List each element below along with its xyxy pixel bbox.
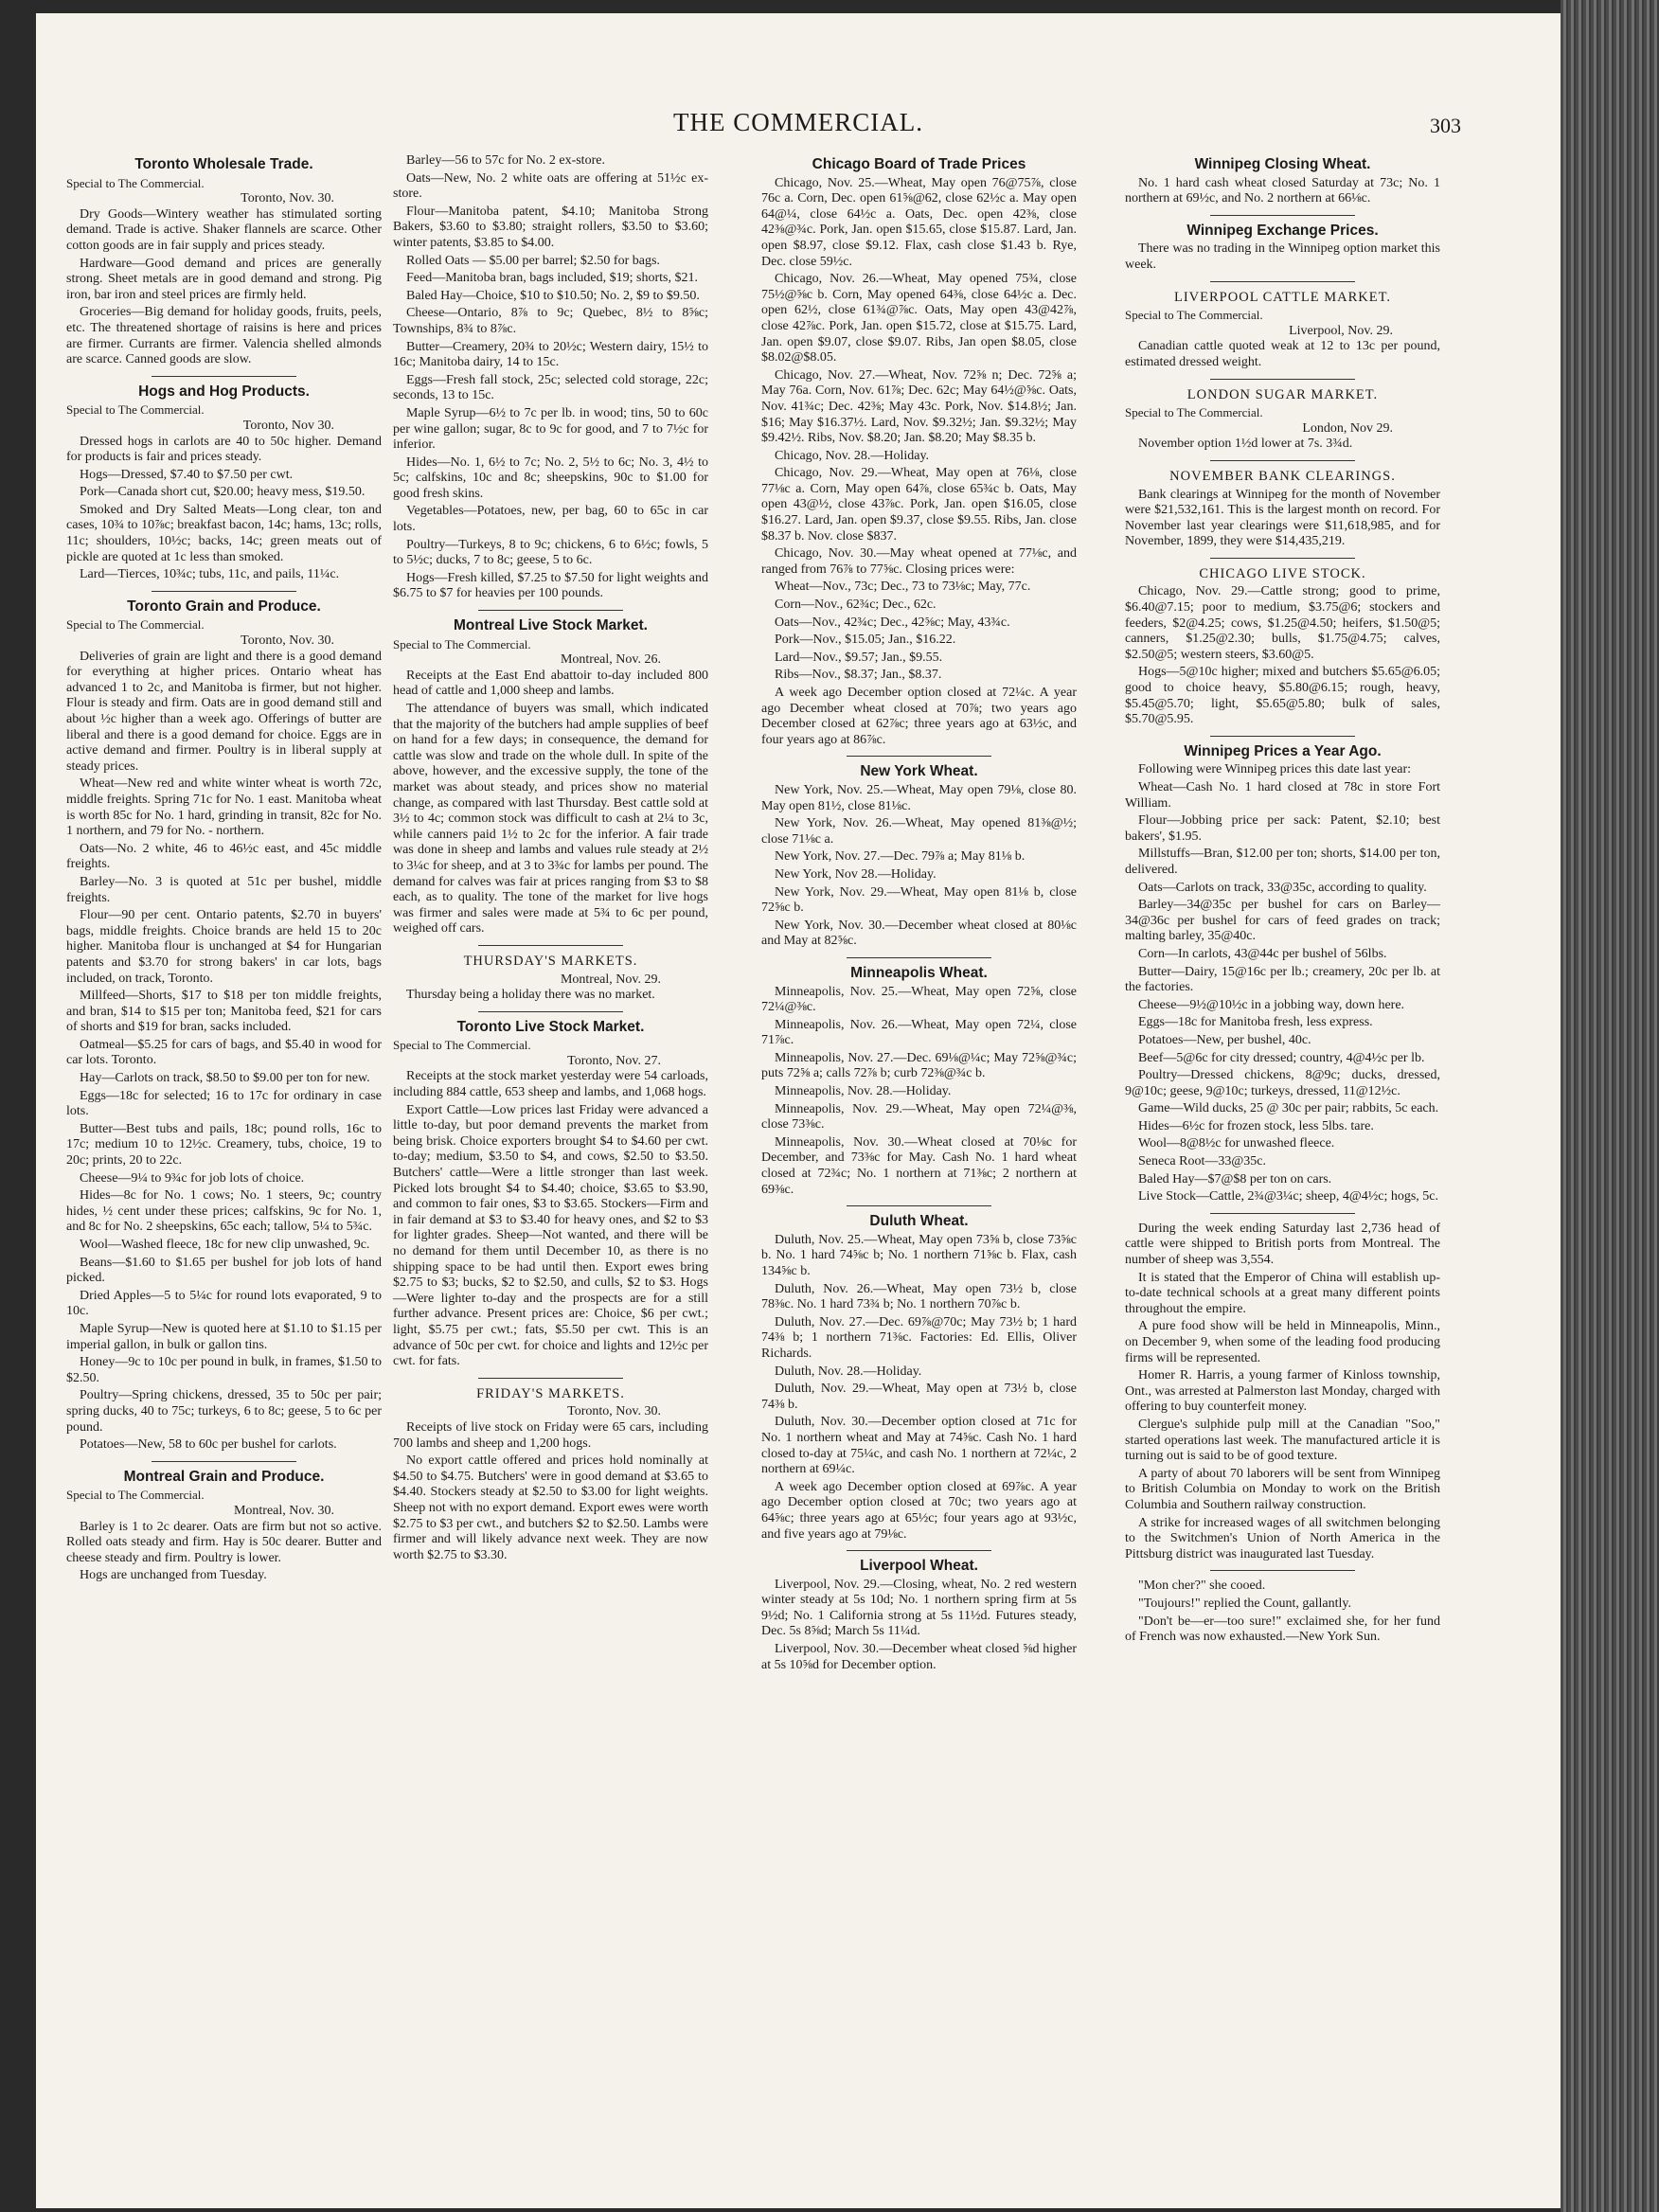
article-dateline: Toronto, Nov. 30. <box>241 633 334 649</box>
article-paragraph: New York, Nov. 29.—Wheat, May open 81⅛ b, close 72⅝c b. <box>761 884 1077 916</box>
article-title: Duluth Wheat. <box>869 1213 969 1230</box>
article <box>393 954 708 1004</box>
article-paragraph: Chicago, Nov. 29.—Wheat, May open at 76⅛, close 77⅛c a. Corn, May open 64⅞, close 65¾c b. Oats, May open 43@½, close 43⅞c. Pork, Jan. open $16.05, close $16.27. Lard, Jan. open $9.37, close $9.55. Ribs, Jan. close $8.37 b. Nov. close $837. <box>761 466 1077 544</box>
article-paragraph: Corn—In carlots, 43@44c per bushel of 56lbs. <box>1138 946 1387 961</box>
article <box>761 966 1077 1198</box>
book-binding-edge <box>1561 0 1659 2212</box>
article-byline: Special to The Commercial. <box>393 636 531 651</box>
article <box>1125 744 1440 1205</box>
article-paragraph: Game—Wild ducks, 25 @ 30c per pair; rabbits, 5c each. <box>1138 1101 1439 1116</box>
article-divider <box>478 945 623 946</box>
article <box>761 1559 1077 1673</box>
article-paragraph: New York, Nov 28.—Holiday. <box>775 866 937 882</box>
article-paragraph: A pure food show will be held in Minneapolis, Minn., on December 9, when some of the leading food producing firms will be represented. <box>1125 1319 1440 1365</box>
article <box>393 153 708 602</box>
article-paragraph: Canadian cattle quoted weak at 12 to 13c per pound, estimated dressed weight. <box>1125 339 1440 369</box>
article-title: Winnipeg Exchange Prices. <box>1186 222 1379 239</box>
article-paragraph: Thursday being a holiday there was no market. <box>406 988 655 1003</box>
article-divider <box>1210 558 1355 559</box>
article-paragraph: Hardware—Good demand and prices are generally strong. Sheet metals are in good demand and strong. Pig iron, bar iron and steel prices are firmly held. <box>66 256 382 302</box>
article-dateline: London, Nov 29. <box>1302 420 1393 436</box>
article-dateline: Toronto, Nov. 30. <box>241 191 334 206</box>
article-paragraph: Hay—Carlots on track, $8.50 to $9.00 per ton for new. <box>80 1071 370 1086</box>
article-title: Toronto Live Stock Market. <box>456 1018 645 1035</box>
article-paragraph: "Toujours!" replied the Count, gallantly. <box>1138 1596 1351 1611</box>
article-paragraph: Minneapolis, Nov. 25.—Wheat, May open 72⅝, close 72¼@⅜c. <box>761 984 1077 1015</box>
article-divider <box>1210 736 1355 737</box>
article-paragraph: Chicago, Nov. 30.—May wheat opened at 77⅛c, and ranged from 76⅞ to 77⅝c. Closing prices were: <box>761 546 1077 577</box>
article-title: Chicago Board of Trade Prices <box>812 156 1026 172</box>
article-paragraph: Receipts at the East End abattoir to-day included 800 head of cattle and 1,000 sheep and lambs. <box>393 668 708 699</box>
article-paragraph: New York, Nov. 27.—Dec. 79⅞ a; May 81⅛ b. <box>775 849 1026 865</box>
article-paragraph: Hogs—Dressed, $7.40 to $7.50 per cwt. <box>80 467 294 482</box>
article-dateline: Toronto, Nov. 30. <box>567 1404 661 1419</box>
article-paragraph: Millstuffs—Bran, $12.00 per ton; shorts, $14.00 per ton, delivered. <box>1125 847 1440 877</box>
article-paragraph: Rolled Oats — $5.00 per barrel; $2.50 for bags. <box>406 253 660 268</box>
article-divider <box>152 1461 296 1462</box>
article-paragraph: Potatoes—New, 58 to 60c per bushel for carlots. <box>80 1437 337 1453</box>
article-byline: Special to The Commercial. <box>66 1488 205 1503</box>
article-paragraph: Cheese—Ontario, 8⅞ to 9c; Quebec, 8½ to 8⅝c; Townships, 8¾ to 8⅞c. <box>393 306 708 336</box>
article-paragraph: Duluth, Nov. 30.—December option closed at 71c for No. 1 northern wheat and May at 74⅝c. Cash No. 1 hard closed to-day at 75¼c, and cash No. 1 northern at 72¼c, 2 northern at 69¼c. <box>761 1415 1077 1477</box>
article-paragraph: Oats—New, No. 2 white oats are offering at 51½c ex-store. <box>393 170 708 202</box>
article-paragraph: There was no trading in the Winnipeg option market this week. <box>1125 241 1440 272</box>
article-title: Minneapolis Wheat. <box>850 964 988 981</box>
article-paragraph: Live Stock—Cattle, 2¾@3¼c; sheep, 4@4½c; hogs, 5c. <box>1138 1189 1439 1204</box>
article-paragraph: A week ago December option closed at 69⅞c. A year ago December option closed at 70c; two years ago at 64⅝c; three years ago at 65½c; four years ago at 93½c, and five years ago at 79⅛c. <box>761 1479 1077 1542</box>
article-paragraph: Receipts at the stock market yesterday were 54 carloads, including 884 cattle, 653 sheep and lambs, and 1,068 hogs. <box>393 1069 708 1100</box>
article-paragraph: Eggs—18c for Manitoba fresh, less express. <box>1138 1015 1373 1030</box>
article <box>1125 1222 1440 1562</box>
article-paragraph: Poultry—Spring chickens, dressed, 35 to 50c per pair; spring ducks, 40 to 75c; turkeys, 6 to 8c; geese, 5 to 6c per pound. <box>66 1388 382 1435</box>
article-paragraph: Wheat—Cash No. 1 hard closed at 78c in store Fort William. <box>1125 780 1440 811</box>
article-paragraph: Duluth, Nov. 25.—Wheat, May open 73⅝ b, close 73⅝c b. No. 1 hard 74⅝c b; No. 1 northern 71⅝c b. Flax, cash 134⅝c b. <box>761 1232 1077 1278</box>
article-paragraph: Duluth, Nov. 27.—Dec. 69⅞@70c; May 73½ b; 1 hard 74⅜ b; 1 northern 71⅜c. Factories: Ed. Ellis, Oliver Richards. <box>761 1314 1077 1361</box>
page-header <box>36 108 1561 146</box>
article-paragraph: Export Cattle—Low prices last Friday were advanced a little to-day, but poor demand prevents the market from being brisk. Choice exporters brought $4 to $4.60 per cwt. to-day; medium, $3.50 to $4, and cows, $2.50 to $3.50. Butchers' cattle—Were a little stronger than last week. Picked lots brought $4 to $4.40; choice, $3.65 to $3.90, and common to fair ones, $3 to $3.65. Stockers—Firm and in fair demand at $3 to $3.40 for heavy ones, and $2 to $3 for lighter grades. Sheep—Not wanted, and there will be no demand for them until December 10, as there is no shipping space to be had until then. Export ewes bring $2.75 to $3; bucks, $2 to $2.50, and culls, $2 to $3. Hogs—Were lighter to-day and the prospects are for a still further advance. Present prices are: Choice, $6 per cwt.; light, $5.75 per cwt.; fats, $5.50 per cwt. This is an advance of 50c per cwt. for choice and lights and 12½c per cwt. for fats. <box>393 1102 708 1369</box>
article-paragraph: Corn—Nov., 62¾c; Dec., 62c. <box>775 598 937 613</box>
article-paragraph: No export cattle offered and prices hold nominally at $4.50 to $4.75. Butchers' were in good demand at $3.65 to $4.40. Stockers steady at $2.50 to $3.00 for light weights. Sheep not with no export demand. Export ewes were worth $2.75 to $3 per cwt., and butchers $2 to $2.50. Lambs were firmer and will likely advance next week. They are now worth $2.75 to $3.30. <box>393 1454 708 1562</box>
article-paragraph: Eggs—Fresh fall stock, 25c; selected cold storage, 22c; seconds, 13 to 15c. <box>393 372 708 403</box>
article-divider <box>847 756 991 757</box>
column-4 <box>1125 153 1440 1653</box>
article-paragraph: Butter—Best tubs and pails, 18c; pound rolls, 16c to 17c; medium 10 to 12½c. Creamery, tubs, choice, 19 to 20c; prints, 20 to 22c. <box>66 1121 382 1168</box>
column-1 <box>66 153 382 1592</box>
article-paragraph: Oatmeal—$5.25 for cars of bags, and $5.40 in wood for car lots. Toronto. <box>66 1037 382 1068</box>
masthead: THE COMMERCIAL. <box>673 108 923 136</box>
article-paragraph: A party of about 70 laborers will be sent from Winnipeg to British Columbia on Monday to work on the British Columbia and Southern railway construction. <box>1125 1466 1440 1512</box>
article-paragraph: Poultry—Turkeys, 8 to 9c; chickens, 6 to 6½c; fowls, 5 to 5½c; ducks, 7 to 8c; geese, 5 to 6c. <box>393 537 708 568</box>
article-paragraph: Flour—90 per cent. Ontario patents, $2.70 in buyers' bags, middle freights. Choice brands are held 15 to 20c higher. Manitoba flour is unchanged at $4 for Hungarian patents and $3.70 for strong bakers' in car lots, bags included, on track, Toronto. <box>66 908 382 986</box>
article-title: THURSDAY'S MARKETS. <box>463 953 638 969</box>
article <box>1125 157 1440 207</box>
column-3 <box>761 153 1077 1681</box>
article-paragraph: New York, Nov. 26.—Wheat, May opened 81⅜@½; close 71⅛c a. <box>761 816 1077 847</box>
article-paragraph: Wheat—New red and white winter wheat is worth 72c, middle freights. Spring 71c for No. 1 east. Manitoba wheat is worth 85c for No. 1 hard, grinding in transit, 82c for No. 1 northern, and 79 for No. - northern. <box>66 776 382 839</box>
article-title: New York Wheat. <box>860 763 978 780</box>
article-paragraph: Butter—Dairy, 15@16c per lb.; creamery, 20c per lb. at the factories. <box>1125 964 1440 995</box>
article <box>1125 290 1440 371</box>
article-paragraph: Receipts of live stock on Friday were 65 cars, including 700 lambs and sheep and 1,200 hogs. <box>393 1419 708 1451</box>
article-paragraph: Pork—Canada short cut, $20.00; heavy mess, $19.50. <box>80 485 366 500</box>
article-dateline: Montreal, Nov. 26. <box>560 652 661 668</box>
article-paragraph: Barley—34@35c per bushel for cars on Barley—34@36c per bushel for cars of feed grades on track; malting barley, 35@40c. <box>1125 898 1440 944</box>
article-paragraph: Hogs—Fresh killed, $7.25 to $7.50 for light weights and $6.75 to $7 for heavies per 100 pounds. <box>393 570 708 601</box>
article-paragraph: Lard—Nov., $9.57; Jan., $9.55. <box>775 650 943 665</box>
article-paragraph: A week ago December option closed at 72¼c. A year ago December wheat closed at 70⅞; two years ago December closed at 62⅞c; three years ago at 63½c, and four years ago at 86⅞c. <box>761 686 1077 747</box>
article-title: LONDON SUGAR MARKET. <box>1186 386 1379 402</box>
article-paragraph: Duluth, Nov. 28.—Holiday. <box>775 1364 922 1379</box>
article-paragraph: Hides—No. 1, 6½ to 7c; No. 2, 5½ to 6c; No. 3, 4½ to 5c; calfskins, 10c and 8c; sheepskins, 90c to $1.00 for good fresh skins. <box>393 455 708 501</box>
article-paragraph: Feed—Manitoba bran, bags included, $19; shorts, $21. <box>406 271 698 286</box>
article-paragraph: Pork—Nov., $15.05; Jan., $16.22. <box>775 633 956 648</box>
article-paragraph: During the week ending Saturday last 2,736 head of cattle were shipped to British ports from Montreal. The number of sheep was 3,554. <box>1125 1221 1440 1268</box>
article-byline: Special to The Commercial. <box>1125 308 1263 323</box>
article-dateline: Toronto, Nov 30. <box>242 418 334 433</box>
article-paragraph: Barley is 1 to 2c dearer. Oats are firm but not so active. Rolled oats steady and firm. Hay is 50c dearer. Butter and cheese steady and firm. Poultry is lower. <box>66 1519 382 1565</box>
article-paragraph: New York, Nov. 30.—December wheat closed at 80⅛c and May at 82⅝c. <box>761 918 1077 949</box>
article-paragraph: Duluth, Nov. 26.—Wheat, May open 73½ b, close 78⅜c. No. 1 hard 73¾ b; No. 1 northern 70⅞c b. <box>761 1281 1077 1312</box>
article-paragraph: Wheat—Nov., 73c; Dec., 73 to 73⅛c; May, 77c. <box>775 580 1031 595</box>
article-paragraph: Following were Winnipeg prices this date last year: <box>1138 762 1412 777</box>
article-paragraph: Potatoes—New, per bushel, 40c. <box>1138 1032 1311 1047</box>
article-paragraph: Hogs are unchanged from Tuesday. <box>80 1568 267 1583</box>
article-paragraph: Seneca Root—33@35c. <box>1138 1154 1266 1169</box>
article-paragraph: Oats—No. 2 white, 46 to 46½c east, and 45c middle freights. <box>66 841 382 872</box>
article-title: LIVERPOOL CATTLE MARKET. <box>1174 289 1391 305</box>
article-paragraph: Homer R. Harris, a young farmer of Kinloss township, Ont., was arrested at Palmerston last Monday, charged with offering to buy counterfeit money. <box>1125 1368 1440 1415</box>
article-paragraph: Honey—9c to 10c per pound in bulk, in frames, $1.50 to $2.50. <box>66 1355 382 1385</box>
article-divider <box>152 376 296 377</box>
article <box>66 1470 382 1584</box>
article-paragraph: Minneapolis, Nov. 28.—Holiday. <box>775 1084 952 1099</box>
article-byline: Special to The Commercial. <box>66 617 205 633</box>
article <box>1125 1579 1440 1645</box>
article-title: Hogs and Hog Products. <box>138 383 310 400</box>
article-paragraph: Minneapolis, Nov. 29.—Wheat, May open 72¼@⅜, close 73⅜c. <box>761 1101 1077 1133</box>
article-paragraph: "Don't be—er—too sure!" exclaimed she, for her fund of French was now exhausted.—New York Sun. <box>1125 1614 1440 1645</box>
article-paragraph: Maple Syrup—New is quoted here at $1.10 to $1.15 per imperial gallon, in bulk or gallon tins. <box>66 1321 382 1352</box>
article-divider <box>1210 281 1355 282</box>
article-paragraph: Flour—Jobbing price per sack: Patent, $2.10; best bakers', $1.95. <box>1125 813 1440 844</box>
article-title: Montreal Live Stock Market. <box>453 617 648 634</box>
article <box>66 157 382 368</box>
article <box>761 157 1077 748</box>
article-paragraph: It is stated that the Emperor of China will establish up-to-date technical schools at a great many different points throughout the empire. <box>1125 1270 1440 1316</box>
article <box>393 1386 708 1564</box>
article-divider <box>478 610 623 611</box>
article-paragraph: Duluth, Nov. 29.—Wheat, May open at 73½ b, close 74⅜ b. <box>761 1382 1077 1412</box>
article-divider <box>152 591 296 592</box>
article <box>1125 223 1440 274</box>
article-paragraph: Hides—6½c for frozen stock, less 5lbs. tare. <box>1138 1118 1374 1133</box>
article-paragraph: "Mon cher?" she cooed. <box>1138 1579 1266 1594</box>
article-paragraph: Ribs—Nov., $8.37; Jan., $8.37. <box>775 668 942 683</box>
article-divider <box>847 1550 991 1551</box>
article-divider <box>1210 215 1355 216</box>
article-byline: Special to The Commercial. <box>393 1038 531 1053</box>
article-paragraph: Chicago, Nov. 27.—Wheat, Nov. 72⅝ n; Dec. 72⅝ a; May 76a. Corn, Nov. 61⅞; Dec. 62c; May 64½@⅝c. Oats, Nov. 41¾c; Dec. 42⅜; May 43c. Pork, Nov. $14.8½; Jan. $16; May $16.37½. Lard, Nov. $9.32½; Jan. $9.32½; May $9.42½. Ribs, Nov. $8.20; Jan. $8.20; May $8.35 b. <box>761 367 1077 446</box>
article-paragraph: Millfeed—Shorts, $17 to $18 per ton middle freights, and bran, $14 to $15 per ton; Manitoba feed, $21 for cars of shorts and $19 for bran, sacks included. <box>66 989 382 1035</box>
article-paragraph: Baled Hay—$7@$8 per ton on cars. <box>1138 1171 1332 1186</box>
article-paragraph: Baled Hay—Choice, $10 to $10.50; No. 2, $9 to $9.50. <box>406 288 700 303</box>
article-title: FRIDAY'S MARKETS. <box>476 1385 625 1401</box>
article-title: CHICAGO LIVE STOCK. <box>1199 565 1366 581</box>
article-paragraph: The attendance of buyers was small, which indicated that the majority of the butchers had ample supplies of beef on hand for a few days; in consequence, the demand for cattle was slow and trade on the whole dull. In spite of the above, however, and the excessive supply, the tone of the market was about steady, and prices show no material change, as compared with last Thursday. Best cattle sold at 3½ to 4c; common stock was difficult to cash at 2¼ to 3c, while canners paid 1½ to 2c for the inferior. A fair trade was done in sheep and lambs and values rule steady at 2½ to 3¼c for sheep, and at 3 to 3¾c for lambs per pound. The demand for calves was fair at prices ranging from $3 to $8 each, as to quality. The tone of the market for live hogs was firmer and sales were made at 5¾ to 6c per pound, weighed off cars. <box>393 702 708 937</box>
article-paragraph: Deliveries of grain are light and there is a good demand for everything at higher prices. Ontario wheat has advanced 1 to 2c, and Manitoba is firmer, but not higher. Flour is steady and firm. Oats are in good demand still and about ½c higher than a week ago. Offerings of butter are liberal and there is a good demand for choice. Eggs are in active demand and firmer. Poultry is in liberal supply at steady prices. <box>66 649 382 774</box>
article-title: Liverpool Wheat. <box>860 1558 978 1575</box>
article-paragraph: Smoked and Dry Salted Meats—Long clear, ton and cases, 10¾ to 10⅞c; breakfast bacon, 14c; hams, 13c; rolls, 11c; shoulders, 10½c; backs, 14c; green meats out of pickle are quoted at 1c less than smoked. <box>66 502 382 564</box>
article-divider <box>1210 1213 1355 1214</box>
article <box>66 384 382 583</box>
article-title: Montreal Grain and Produce. <box>123 1468 325 1485</box>
article-dateline: Liverpool, Nov. 29. <box>1289 323 1393 338</box>
article-paragraph: Liverpool, Nov. 29.—Closing, wheat, No. 2 red western winter steady at 5s 10d; No. 1 northern spring firm at 5s 9½d; No. 1 California strong at 5s 11½d. Futures steady, Dec. 5s 8⅝d; March 5s 11¼d. <box>761 1577 1077 1639</box>
article-byline: Special to The Commercial. <box>1125 405 1263 420</box>
article <box>761 764 1077 950</box>
article-title: Toronto Grain and Produce. <box>127 598 321 615</box>
article-paragraph: Cheese—9½@10½c in a jobbing way, down here. <box>1138 997 1405 1012</box>
article-paragraph: Hogs—5@10c higher; mixed and butchers $5.65@6.05; good to choice heavy, $5.80@6.15; rough, heavy, $5.45@5.70; light, $5.65@5.80; bulk of sales, $5.70@5.95. <box>1125 665 1440 727</box>
article-paragraph: Barley—No. 3 is quoted at 51c per bushel, middle freights. <box>66 874 382 905</box>
article-byline: Special to The Commercial. <box>66 402 205 418</box>
article <box>1125 469 1440 550</box>
article <box>66 599 382 1454</box>
article-divider <box>847 957 991 958</box>
article-paragraph: Cheese—9¼ to 9¾c for job lots of choice. <box>80 1170 305 1186</box>
article-paragraph: Oats—Nov., 42¾c; Dec., 42⅝c; May, 43¾c. <box>775 615 1010 630</box>
article-paragraph: Oats—Carlots on track, 33@35c, according to quality. <box>1138 880 1427 895</box>
article-paragraph: Groceries—Big demand for holiday goods, fruits, peels, etc. The threatened shortage of raisins is here and prices are firmer. Currants are firmer. Valencia shelled almonds are scarce. Canned goods are slow. <box>66 305 382 367</box>
article-paragraph: Liverpool, Nov. 30.—December wheat closed ⅝d higher at 5s 10⅝d for December option. <box>761 1642 1077 1672</box>
article-paragraph: Wool—8@8½c for unwashed fleece. <box>1138 1136 1335 1151</box>
article-paragraph: Lard—Tierces, 10¾c; tubs, 11c, and pails, 11¼c. <box>80 567 340 582</box>
article-paragraph: Bank clearings at Winnipeg for the month of November were $21,532,161. This is the largest month on record. For November last year clearings were $11,618,985, and for November, 1899, they were $14,435,219. <box>1125 487 1440 549</box>
article-paragraph: Minneapolis, Nov. 26.—Wheat, May open 72¼, close 71⅞c. <box>761 1017 1077 1048</box>
column-2 <box>393 153 708 1571</box>
article <box>1125 566 1440 728</box>
article-divider <box>1210 1570 1355 1571</box>
article-paragraph: Dried Apples—5 to 5¼c for round lots evaporated, 9 to 10c. <box>66 1288 382 1319</box>
article-paragraph: No. 1 hard cash wheat closed Saturday at 73c; No. 1 northern at 69½c, and No. 2 northern at 66⅛c. <box>1125 175 1440 206</box>
article-title: Toronto Wholesale Trade. <box>134 156 313 172</box>
article-paragraph: Minneapolis, Nov. 27.—Dec. 69⅛@¼c; May 72⅝@¾c; puts 72⅝ a; calls 72⅞ b; curb 72⅜@¾c b. <box>761 1050 1077 1081</box>
article-divider <box>478 1011 623 1012</box>
article-dateline: Montreal, Nov. 30. <box>233 1503 334 1518</box>
article-paragraph: Hides—8c for No. 1 cows; No. 1 steers, 9c; country hides, ½ cent under these prices; calfskins, 9c for No. 1, and 8c for No. 2 sheepskins, 65c each; tallow, 5¼ to 5¾c. <box>66 1188 382 1235</box>
article-paragraph: November option 1½d lower at 7s. 3¾d. <box>1138 437 1353 452</box>
article-paragraph: A strike for increased wages of all switchmen belonging to the Switchmen's Union of North America in the Pittsburg district was inaugurated last Tuesday. <box>1125 1515 1440 1561</box>
article <box>1125 387 1440 453</box>
article-paragraph: Chicago, Nov. 26.—Wheat, May opened 75¾, close 75½@⅝c b. Corn, May opened 64⅜, close 64½c a. Dec. open 62½, close 61¾@⅞c. Oats, May open 43@42⅞, close 42⅞c. Pork, Jan. open $15.72, close at $15.75. Lard, Jan. open $9.07, close $9.07. Ribs, Jan open $8.05, close $8.02@$8.05. <box>761 272 1077 366</box>
article-title: NOVEMBER BANK CLEARINGS. <box>1169 468 1396 484</box>
article <box>761 1214 1077 1543</box>
article-paragraph: Wool—Washed fleece, 18c for new clip unwashed, 9c. <box>80 1238 370 1252</box>
article-paragraph: Chicago, Nov. 25.—Wheat, May open 76@75⅞, close 76c a. Corn, Dec. open 61⅝@62, close 62½c a. May open 64@¼, close 64½c a. Oats, Dec. open 42⅜, close 42⅜@¾c. Pork, Jan. open $15.65, close $15.87. Lard, Jan. open $8.97, close $9.12. Flax, cash close $1.43 b. Rye, Dec. close 59½c. <box>761 175 1077 269</box>
article-paragraph: New York, Nov. 25.—Wheat, May open 79⅛, close 80. May open 81½, close 81⅛c. <box>761 782 1077 813</box>
article-paragraph: Eggs—18c for selected; 16 to 17c for ordinary in case lots. <box>66 1088 382 1119</box>
article-paragraph: Butter—Creamery, 20¾ to 20½c; Western dairy, 15½ to 16c; Manitoba dairy, 14 to 15c. <box>393 339 708 370</box>
article-paragraph: Dry Goods—Wintery weather has stimulated sorting demand. Trade is active. Shaker flannels are scarce. Other cotton goods are in fair supply and prices steady. <box>66 206 382 253</box>
article-paragraph: Chicago, Nov. 29.—Cattle strong; good to prime, $6.40@7.15; poor to medium, $3.75@6; stockers and feeders, $2@4.25; cows, $1.25@4.50; heifers, $1.50@5; canners, $1.25@2.30; bulls, $1.75@4.75; calves, $2.50@5; western steers, $3.60@5. <box>1125 584 1440 662</box>
article-dateline: Toronto, Nov. 27. <box>567 1053 661 1068</box>
article-title: Winnipeg Closing Wheat. <box>1194 156 1371 172</box>
article-divider <box>847 1205 991 1206</box>
article <box>393 618 708 937</box>
article-paragraph: Poultry—Dressed chickens, 8@9c; ducks, dressed, 9@10c; geese, 9@10c; turkeys, dressed, 11@12½c. <box>1125 1068 1440 1098</box>
article-paragraph: Minneapolis, Nov. 30.—Wheat closed at 70⅛c for December, and 73⅜c for May. Cash No. 1 hard wheat closed at 72¾c; No. 1 northern at 71⅜c; 2 northern at 69⅜c. <box>761 1134 1077 1197</box>
article-paragraph: Vegetables—Potatoes, new, per bag, 60 to 65c in car lots. <box>393 504 708 535</box>
article-paragraph: Maple Syrup—6½ to 7c per lb. in wood; tins, 50 to 60c per wine gallon; sugar, 8c to 9c for good, and 7 to 7½c for inferior. <box>393 405 708 453</box>
article-paragraph: Beans—$1.60 to $1.65 per bushel for job lots of hand picked. <box>66 1255 382 1286</box>
article-paragraph: Flour—Manitoba patent, $4.10; Manitoba Strong Bakers, $3.60 to $3.80; straight rollers, $3.50 to $3.60; winter patents, $3.85 to $4.00. <box>393 204 708 250</box>
article-paragraph: Beef—5@6c for city dressed; country, 4@4½c per lb. <box>1138 1050 1425 1065</box>
article-paragraph: Clergue's sulphide pulp mill at the Canadian "Soo," started operations last week. The manufactured article it is turning out is said to be of good texture. <box>1125 1417 1440 1464</box>
article-paragraph: Dressed hogs in carlots are 40 to 50c higher. Demand for products is fair and prices steady. <box>66 434 382 465</box>
article-divider <box>478 1378 623 1379</box>
article-paragraph: Barley—56 to 57c for No. 2 ex-store. <box>406 153 605 168</box>
article-divider <box>1210 460 1355 461</box>
article-paragraph: Chicago, Nov. 28.—Holiday. <box>775 448 930 463</box>
page-number: 303 <box>1430 114 1461 137</box>
article-dateline: Montreal, Nov. 29. <box>560 972 661 987</box>
newspaper-page <box>36 13 1561 2208</box>
article-byline: Special to The Commercial. <box>66 175 205 190</box>
article-title: Winnipeg Prices a Year Ago. <box>1184 742 1382 759</box>
article <box>393 1020 708 1370</box>
article-divider <box>1210 379 1355 380</box>
